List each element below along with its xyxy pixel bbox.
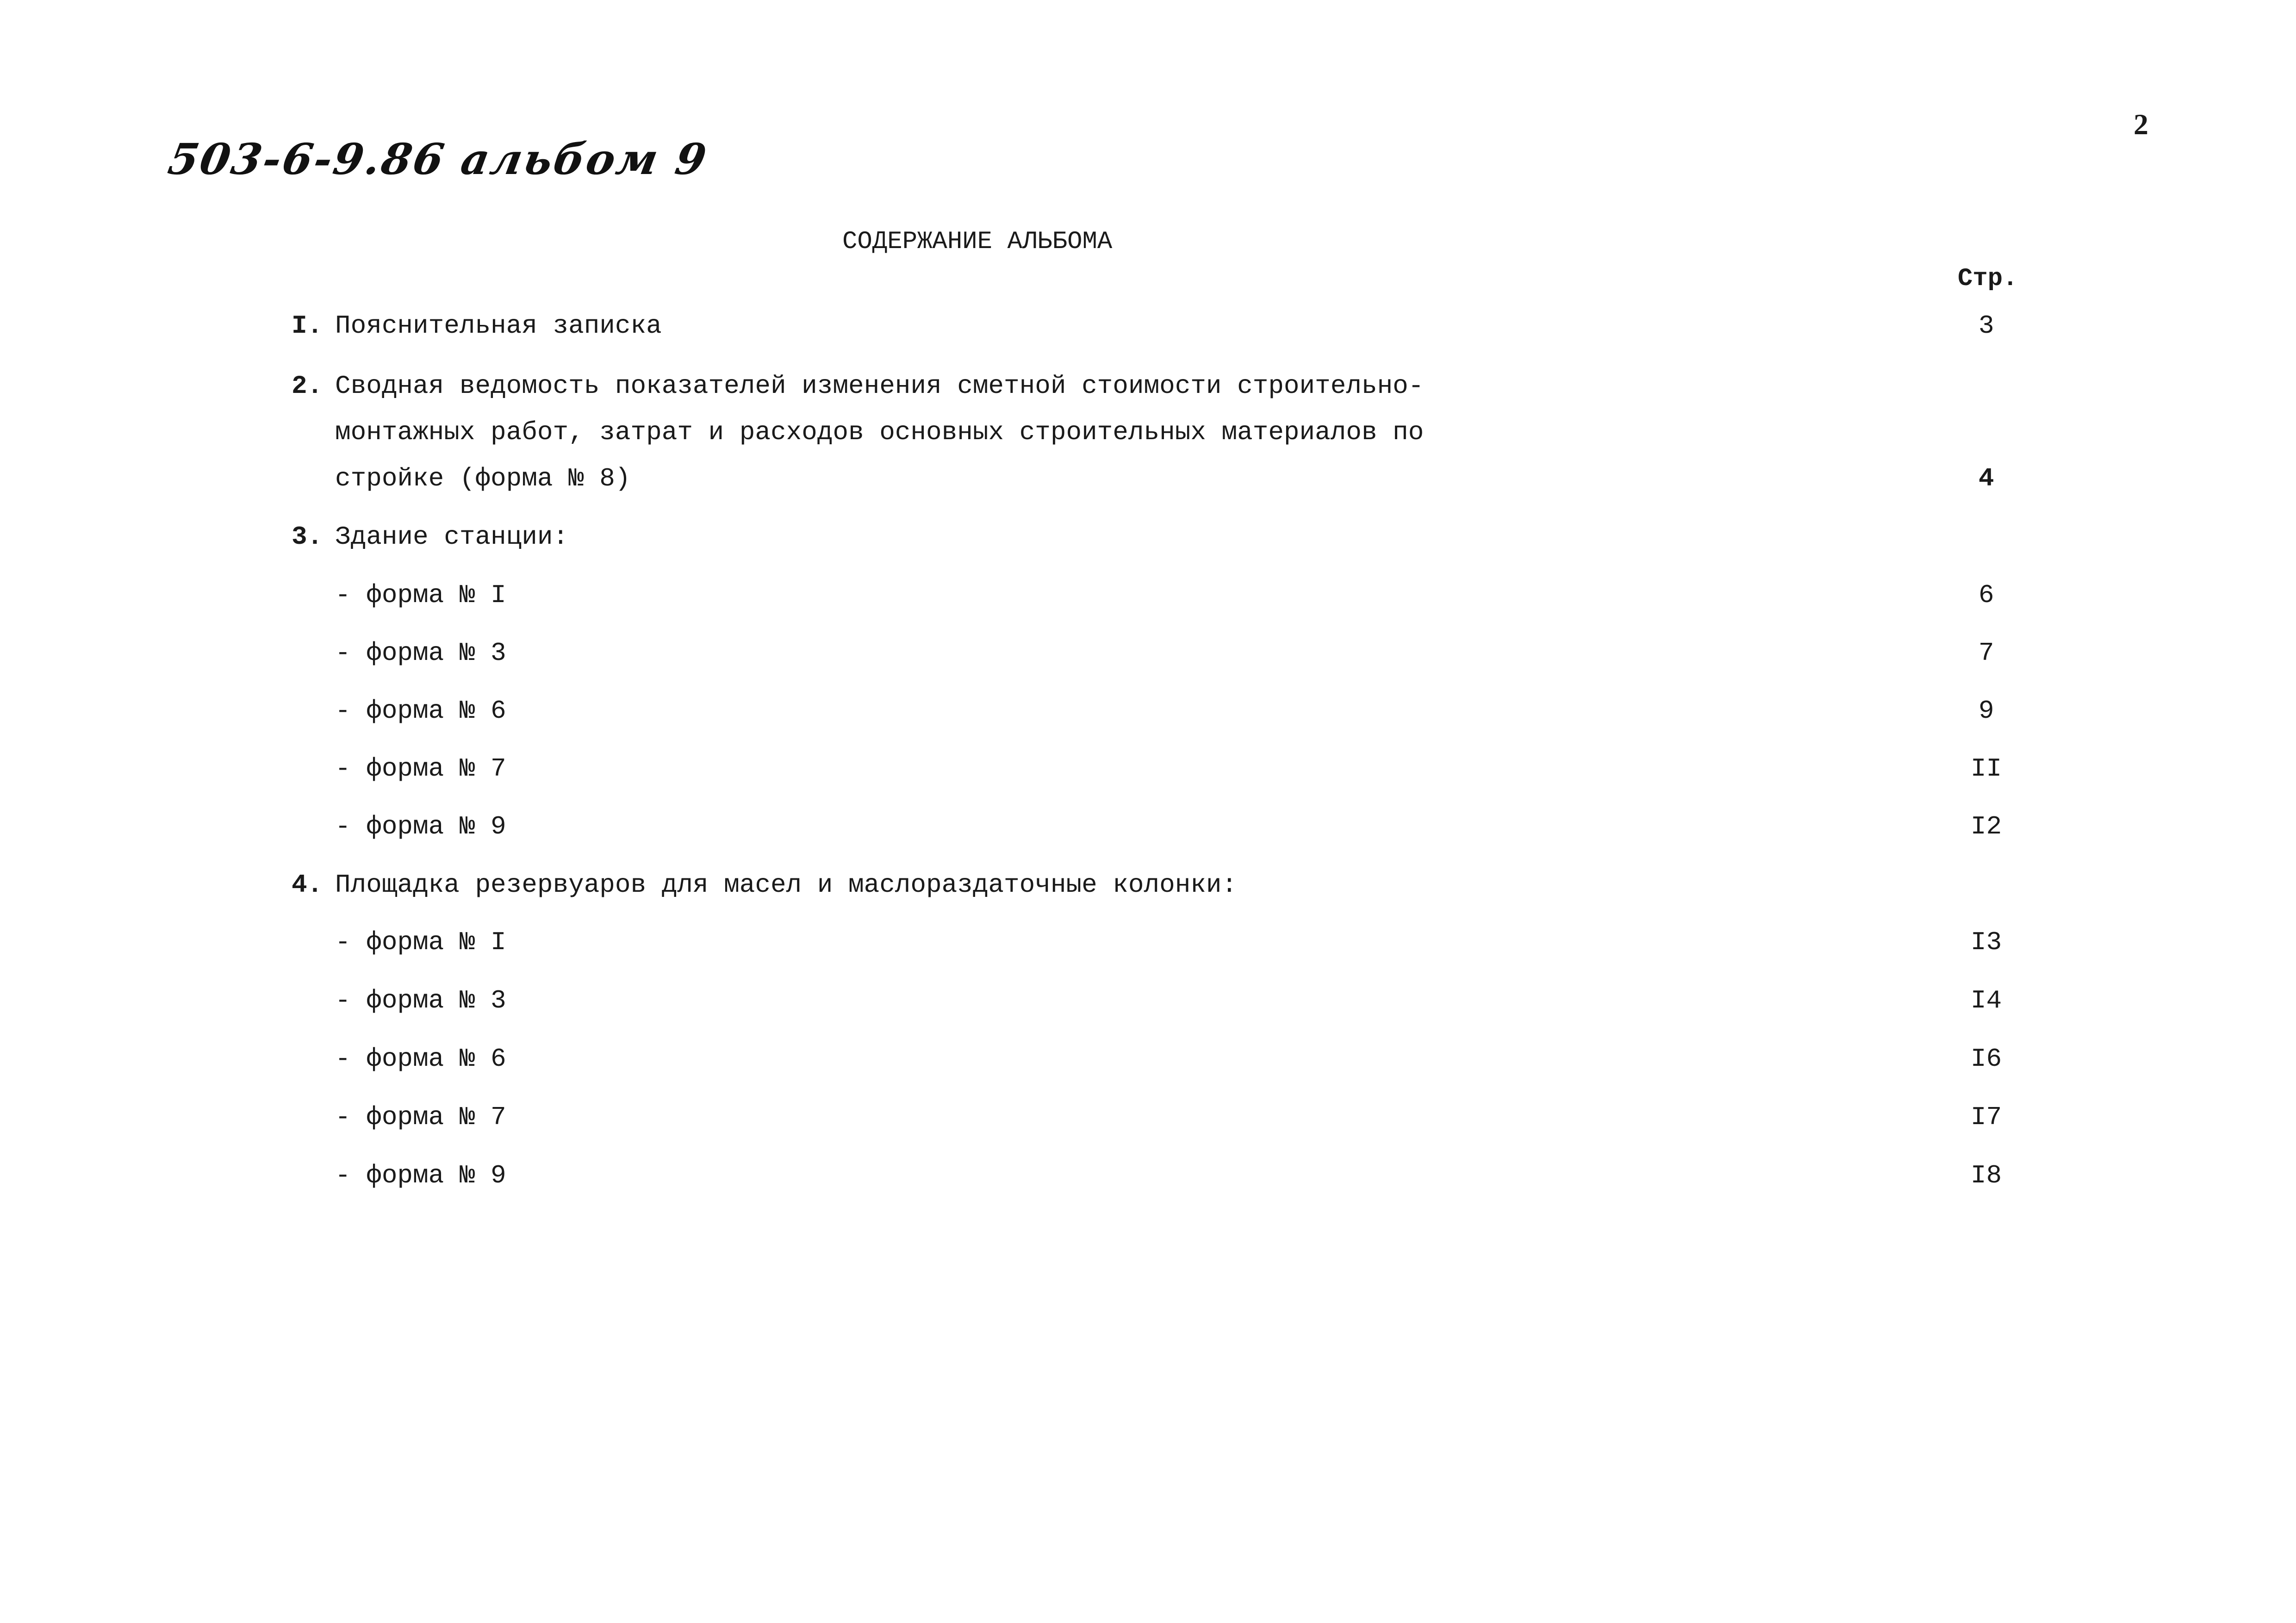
toc-item-3-sub-5-page: I2 <box>1971 812 2002 841</box>
toc-item-3 <box>292 524 568 550</box>
toc-item-1 <box>292 313 662 339</box>
toc-item-2-line-3: стройке (форма № 8) <box>335 464 631 493</box>
toc-item-3-sub-1-page: 6 <box>1979 580 1994 610</box>
toc-item-2-page: 4 <box>1979 464 1994 493</box>
toc-item-3-sub-4: - форма № 7 <box>335 754 506 784</box>
toc-item-3-sub-5: - форма № 9 <box>335 812 506 841</box>
toc-item-number: 3. <box>292 522 323 552</box>
document-title: СОДЕРЖАНИЕ АЛЬБОМА <box>842 228 1113 256</box>
toc-item-text: Здание станции: <box>335 522 569 552</box>
toc-item-4-sub-4-page: I7 <box>1971 1102 2002 1132</box>
page-column-header: Стр. <box>1958 265 2018 293</box>
toc-item-1-page: 3 <box>1979 311 1994 341</box>
page-number: 2 <box>2134 108 2148 141</box>
toc-item-4-sub-5: - форма № 9 <box>335 1161 506 1190</box>
toc-item-4-sub-5-page: I8 <box>1971 1161 2002 1190</box>
toc-item-3-sub-2-page: 7 <box>1979 638 1994 668</box>
toc-item-3-sub-2: - форма № 3 <box>335 638 506 668</box>
toc-item-4-sub-3: - форма № 6 <box>335 1044 506 1074</box>
handwritten-album-code: 503-6-9.86 альбом 9 <box>164 134 712 184</box>
toc-item-text: Площадка резервуаров для масел и маслораздаточные колонки: <box>335 870 1238 900</box>
toc-item-3-sub-3: - форма № 6 <box>335 696 506 726</box>
toc-item-text: Сводная ведомость показателей изменения сметной стоимости строительно- <box>335 371 1424 401</box>
toc-item-number: 4. <box>292 870 323 900</box>
toc-item-3-sub-1: - форма № I <box>335 580 506 610</box>
toc-item-4 <box>292 872 1237 898</box>
toc-item-number: 2. <box>292 371 323 401</box>
toc-item-4-sub-1: - форма № I <box>335 927 506 957</box>
toc-item-4-sub-1-page: I3 <box>1971 927 2002 957</box>
toc-item-number: I. <box>292 311 323 341</box>
toc-item-2-line-2: монтажных работ, затрат и расходов основных строительных материалов по <box>335 417 1424 447</box>
toc-item-text: Пояснительная записка <box>335 311 662 341</box>
toc-item-4-sub-3-page: I6 <box>1971 1044 2002 1074</box>
toc-item-4-sub-4: - форма № 7 <box>335 1102 506 1132</box>
toc-item-3-sub-3-page: 9 <box>1979 696 1994 726</box>
toc-item-2-line-1 <box>292 373 1424 399</box>
toc-item-3-sub-4-page: II <box>1971 754 2002 784</box>
toc-item-4-sub-2-page: I4 <box>1971 986 2002 1015</box>
toc-item-4-sub-2: - форма № 3 <box>335 986 506 1015</box>
